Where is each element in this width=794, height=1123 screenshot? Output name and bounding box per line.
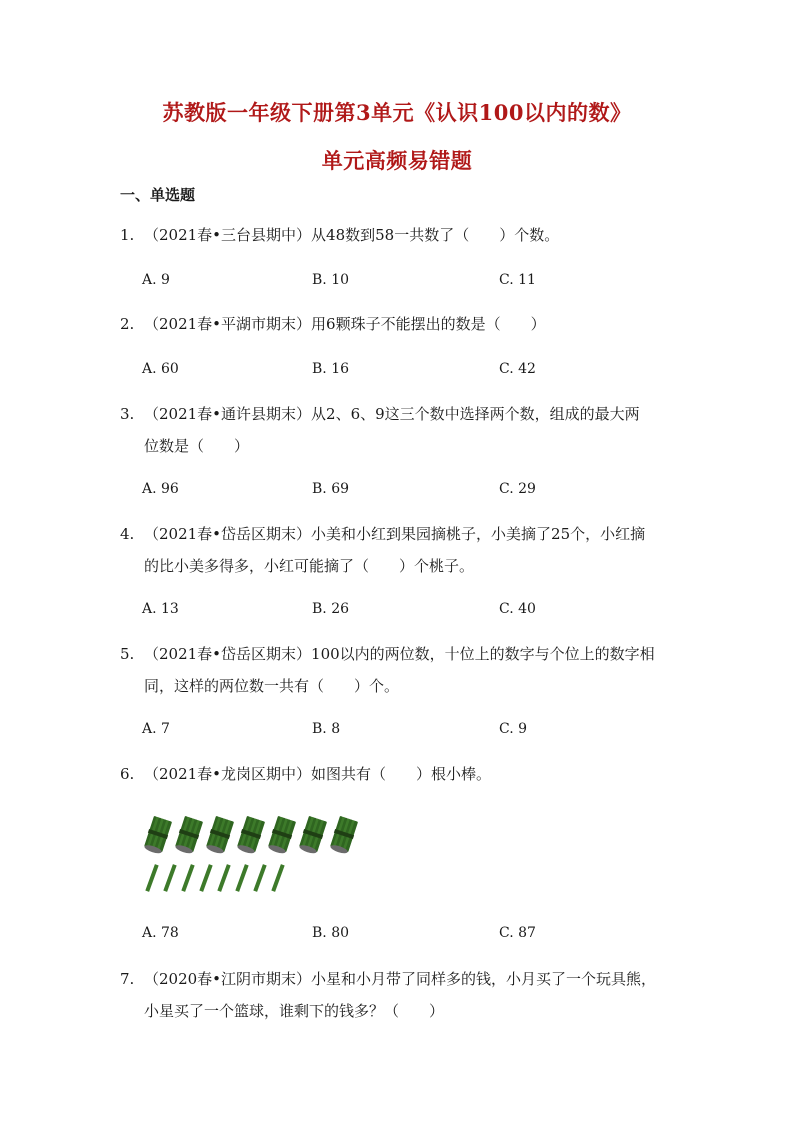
option-a[interactable]: A. 9 [142,272,170,288]
question-7 [120,963,680,1027]
option-a[interactable]: A. 7 [142,721,170,737]
stick-bundle [205,816,235,855]
question-5 [120,638,680,702]
question-number: 5. [120,645,135,663]
question-number: 6. [120,765,135,783]
question-text: （2021春•岱岳区期末）100以内的两位数，十位上的数字与个位上的数字相 [144,645,655,663]
question-text: （2021春•龙岗区期中）如图共有（ ）根小棒。 [144,765,492,783]
question-number: 4. [120,525,135,543]
question-text: （2020春•江阴市期末）小星和小月带了同样多的钱，小月买了一个玩具熊， [144,970,657,988]
stick-bundle [174,816,204,855]
option-b[interactable]: B. 10 [312,272,350,288]
question-text-cont: 位数是（ ） [144,437,250,455]
sticks-figure [140,812,360,898]
option-a[interactable]: A. 13 [142,601,179,617]
single-stick [163,864,176,892]
stick-bundle [329,816,359,855]
single-stick [217,864,230,892]
single-stick [271,864,284,892]
options-2 [142,361,642,381]
single-stick [235,864,248,892]
question-number: 1. [120,226,135,244]
single-stick [199,864,212,892]
question-4 [120,518,680,582]
question-1 [120,219,680,251]
question-text: （2021春•平湖市期末）用6颗珠子不能摆出的数是（ ） [144,315,546,333]
stick-bundle [267,816,297,855]
doc-title: 苏教版一年级下册第3单元《认识100以内的数》 [162,100,632,125]
question-text-cont: 同，这样的两位数一共有（ ）个。 [144,677,400,695]
single-stick [145,864,158,892]
section-heading: 一、单选题 [120,186,196,204]
option-c[interactable]: C. 40 [499,601,536,617]
question-number: 7. [120,970,135,988]
option-b[interactable]: B. 26 [312,601,350,617]
single-stick [253,864,266,892]
option-b[interactable]: B. 80 [312,925,350,941]
options-1 [142,272,642,292]
question-text: （2021春•通许县期末）从2、6、9这三个数中选择两个数，组成的最大两 [144,405,640,423]
options-5 [142,721,642,741]
single-stick [181,864,194,892]
question-number: 2. [120,315,135,333]
question-number: 3. [120,405,135,423]
question-3 [120,398,680,462]
option-c[interactable]: C. 42 [499,361,536,377]
stick-bundle [298,816,328,855]
question-text-cont: 的比小美多得多，小红可能摘了（ ）个桃子。 [144,557,475,575]
stick-bundle [236,816,266,855]
option-a[interactable]: A. 60 [142,361,179,377]
option-b[interactable]: B. 69 [312,481,350,497]
question-text-cont: 小星买了一个篮球，谁剩下的钱多？（ ） [144,1002,445,1020]
question-text: （2021春•三台县期中）从48数到58一共数了（ ）个数。 [144,226,560,244]
option-c[interactable]: C. 11 [499,272,536,288]
option-b[interactable]: B. 8 [312,721,341,737]
question-2 [120,308,680,340]
option-c[interactable]: C. 29 [499,481,536,497]
question-6 [120,758,680,790]
option-a[interactable]: A. 78 [142,925,179,941]
stick-bundle [143,816,173,855]
option-a[interactable]: A. 96 [142,481,179,497]
option-c[interactable]: C. 87 [499,925,536,941]
options-4 [142,601,642,621]
options-6 [142,925,642,945]
options-3 [142,481,642,501]
question-text: （2021春•岱岳区期末）小美和小红到果园摘桃子，小美摘了25个，小红摘 [144,525,646,543]
doc-subtitle: 单元高频易错题 [321,148,473,173]
option-c[interactable]: C. 9 [499,721,528,737]
option-b[interactable]: B. 16 [312,361,350,377]
